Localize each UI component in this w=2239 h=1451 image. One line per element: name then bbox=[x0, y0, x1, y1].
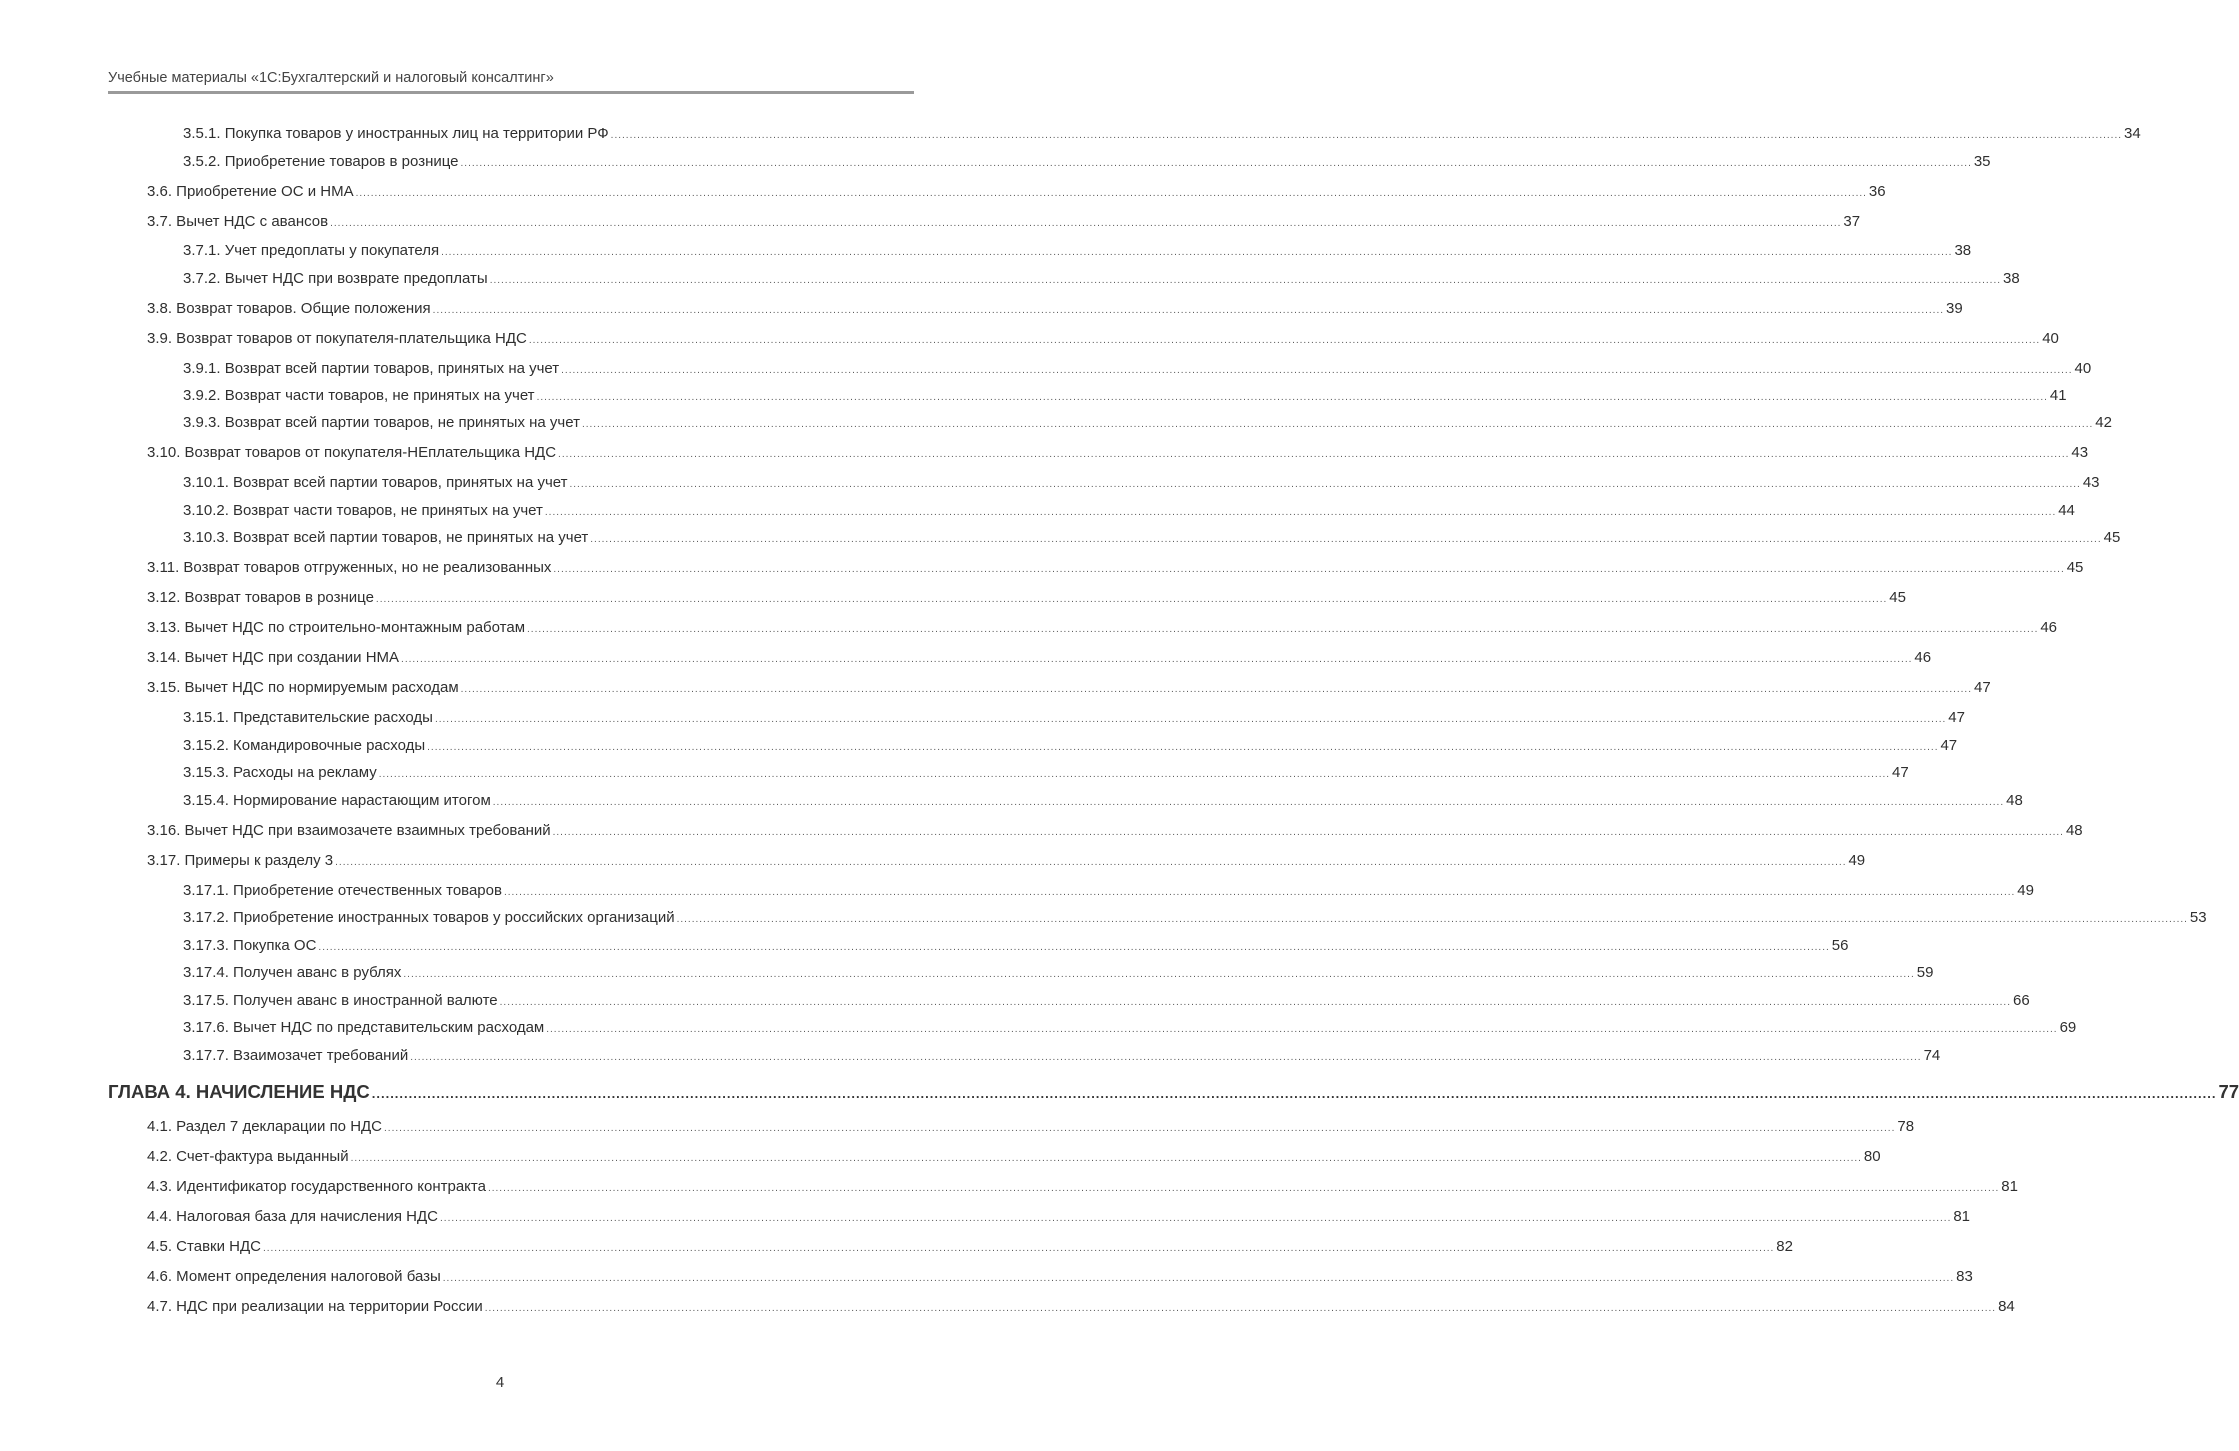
toc-entry-page: 82 bbox=[1776, 1238, 1793, 1255]
dot-leader: ................................................................................................................................................................................................................................................................................................................................................................................................................ bbox=[569, 479, 2081, 490]
toc-entry-title: 3.15.3. Расходы на рекламу bbox=[183, 764, 377, 781]
toc-entry-title: 3.10.3. Возврат всей партии товаров, не принятых на учет bbox=[183, 529, 589, 546]
toc-entry-page: 38 bbox=[1954, 242, 1972, 259]
toc-entry-page: 41 bbox=[2049, 387, 2067, 404]
dot-leader: ................................................................................................................................................................................................................................................................................................................................................................................................................ bbox=[350, 1153, 1862, 1164]
toc-entry[interactable] bbox=[183, 937, 1849, 957]
toc-entry-page: 48 bbox=[2065, 822, 2083, 839]
toc-entry[interactable] bbox=[147, 649, 1932, 669]
toc-entry-page: 38 bbox=[2003, 270, 2020, 287]
toc-entry[interactable] bbox=[183, 474, 2100, 494]
toc-entry-title: 3.10.2. Возврат части товаров, не принятых на учет bbox=[183, 502, 543, 519]
toc-entry[interactable] bbox=[147, 1118, 1915, 1138]
dot-leader: ................................................................................................................................................................................................................................................................................................................................................................................................................ bbox=[375, 594, 1888, 605]
header-divider bbox=[108, 91, 914, 94]
toc-entry-page: 81 bbox=[1953, 1208, 1971, 1225]
toc-entry-page: 46 bbox=[2040, 619, 2058, 636]
dot-leader: ................................................................................................................................................................................................................................................................................................................................................................................................................ bbox=[427, 742, 1939, 753]
toc-entry[interactable] bbox=[147, 1298, 2015, 1318]
dot-leader: ................................................................................................................................................................................................................................................................................................................................................................................................................ bbox=[552, 827, 2064, 838]
dot-leader: ................................................................................................................................................................................................................................................................................................................................................................................................................ bbox=[553, 564, 2065, 575]
page-number: 4 bbox=[495, 1374, 505, 1391]
toc-entry-title: 3.16. Вычет НДС при взаимозачете взаимных требований bbox=[147, 822, 551, 839]
toc-entry-title: 3.17.5. Получен аванс в иностранной валюте bbox=[183, 992, 498, 1009]
dot-leader: ................................................................................................................................................................................................................................................................................................................................................................................................................ bbox=[442, 1273, 1955, 1284]
dot-leader: ................................................................................................................................................................................................................................................................................................................................................................................................................ bbox=[527, 624, 2039, 635]
toc-entry-page: 84 bbox=[1998, 1298, 2015, 1315]
toc-entry-title: 3.9.1. Возврат всей партии товаров, принятых на учет bbox=[183, 360, 560, 377]
dot-leader: ................................................................................................................................................................................................................................................................................................................................................................................................................ bbox=[403, 969, 1915, 980]
dot-leader: ................................................................................................................................................................................................................................................................................................................................................................................................................ bbox=[460, 158, 1972, 169]
dot-leader: ................................................................................................................................................................................................................................................................................................................................................................................................................ bbox=[676, 914, 2188, 925]
toc-entry-title: 3.14. Вычет НДС при создании НМА bbox=[147, 649, 400, 666]
toc-entry-page: 77 bbox=[2218, 1081, 2239, 1102]
toc-entry-page: 49 bbox=[2017, 882, 2034, 899]
toc-entry-title: 3.9. Возврат товаров от покупателя-плательщика НДС bbox=[147, 330, 527, 347]
toc-entry[interactable] bbox=[147, 1268, 1973, 1288]
dot-leader: ................................................................................................................................................................................................................................................................................................................................................................................................................ bbox=[441, 247, 1953, 258]
dot-leader: ................................................................................................................................................................................................................................................................................................................................................................................................................ bbox=[503, 887, 2016, 898]
toc-entry-title: 4.4. Налоговая база для начисления НДС bbox=[147, 1208, 439, 1225]
toc-entry-title: 3.6. Приобретение ОС и НМА bbox=[147, 183, 354, 200]
toc-entry-title: 3.17.1. Приобретение отечественных товаров bbox=[183, 882, 502, 899]
dot-leader: ................................................................................................................................................................................................................................................................................................................................................................................................................ bbox=[581, 419, 2094, 430]
toc-entry[interactable] bbox=[147, 559, 2084, 579]
toc-entry-title: 3.7. Вычет НДС с авансов bbox=[147, 213, 329, 230]
dot-leader: ................................................................................................................................................................................................................................................................................................................................................................................................................ bbox=[544, 507, 2057, 518]
toc-entry[interactable] bbox=[183, 764, 1909, 784]
toc-entry[interactable] bbox=[183, 792, 2023, 812]
dot-leader: ................................................................................................................................................................................................................................................................................................................................................................................................................ bbox=[330, 218, 1842, 229]
toc-entry[interactable] bbox=[183, 270, 2020, 290]
toc-entry-page: 47 bbox=[1940, 737, 1958, 754]
toc-entry[interactable] bbox=[183, 882, 2034, 902]
dot-leader: ................................................................................................................................................................................................................................................................................................................................................................................................................ bbox=[590, 534, 2102, 545]
toc-entry-title: 3.17.6. Вычет НДС по представительским расходам bbox=[183, 1019, 545, 1036]
toc-entry[interactable] bbox=[183, 1047, 1941, 1067]
toc-entry-title: 3.7.1. Учет предоплаты у покупателя bbox=[183, 242, 440, 259]
dot-leader: ................................................................................................................................................................................................................................................................................................................................................................................................................ bbox=[487, 1183, 2000, 1194]
toc-entry-title: 4.2. Счет-фактура выданный bbox=[147, 1148, 349, 1165]
toc-entry-page: 69 bbox=[2059, 1019, 2077, 1036]
dot-leader: ................................................................................................................................................................................................................................................................................................................................................................................................................ bbox=[262, 1243, 1775, 1254]
toc-entry-page: 45 bbox=[2066, 559, 2084, 576]
toc-entry[interactable] bbox=[183, 414, 2112, 434]
toc-entry[interactable] bbox=[147, 1148, 1881, 1168]
toc-entry-title: 3.5.1. Покупка товаров у иностранных лиц на территории РФ bbox=[183, 125, 609, 142]
dot-leader: ................................................................................................................................................................................................................................................................................................................................................................................................................ bbox=[355, 188, 1867, 199]
toc-entry[interactable] bbox=[147, 330, 2059, 350]
toc-entry[interactable] bbox=[147, 822, 2083, 842]
toc-entry-page: 49 bbox=[1848, 852, 1866, 869]
toc-entry-title: 3.11. Возврат товаров отгруженных, но не реализованных bbox=[147, 559, 552, 576]
toc-entry-page: 66 bbox=[2012, 992, 2030, 1009]
toc-entry-title: 3.17. Примеры к разделу 3 bbox=[147, 852, 334, 869]
toc-entry[interactable] bbox=[183, 153, 1991, 173]
toc-entry[interactable] bbox=[183, 737, 1958, 757]
toc-entry-title: 4.3. Идентификатор государственного контракта bbox=[147, 1178, 486, 1195]
toc-entry-title: 3.15.2. Командировочные расходы bbox=[183, 737, 426, 754]
dot-leader: ................................................................................................................................................................................................................................................................................................................................................................................................................ bbox=[335, 857, 1847, 868]
toc-entry-title: 3.7.2. Вычет НДС при возврате предоплаты bbox=[183, 270, 488, 287]
toc-entry[interactable] bbox=[183, 387, 2067, 407]
toc-entry-page: 80 bbox=[1863, 1148, 1881, 1165]
dot-leader: ................................................................................................................................................................................................................................................................................................................................................................................................................ bbox=[561, 365, 2073, 376]
toc-entry-page: 35 bbox=[1973, 153, 1991, 170]
toc-entry-page: 46 bbox=[1914, 649, 1932, 666]
toc-entry[interactable] bbox=[183, 502, 2075, 522]
dot-leader: ................................................................................................................................................................................................................................................................................................................................................................................................................ bbox=[528, 335, 2041, 346]
toc-entry-title: 3.15.1. Представительские расходы bbox=[183, 709, 433, 726]
dot-leader: ................................................................................................................................................................................................................................................................................................................................................................................................................ bbox=[484, 1303, 1997, 1314]
toc-entry-title: 4.1. Раздел 7 декларации по НДС bbox=[147, 1118, 383, 1135]
toc-entry[interactable] bbox=[183, 529, 2121, 549]
toc-entry-page: 47 bbox=[1973, 679, 1991, 696]
toc-entry-page: 47 bbox=[1892, 764, 1909, 781]
toc-entry[interactable] bbox=[183, 360, 2092, 380]
toc-entry-title: 3.10. Возврат товаров от покупателя-НЕплательщика НДС bbox=[147, 444, 557, 461]
toc-entry[interactable] bbox=[147, 183, 1886, 203]
toc-entry-page: 53 bbox=[2189, 909, 2207, 926]
dot-leader: ................................................................................................................................................................................................................................................................................................................................................................................................................ bbox=[384, 1123, 1896, 1134]
toc-entry-page: 44 bbox=[2058, 502, 2075, 519]
toc-entry[interactable] bbox=[147, 619, 2058, 639]
toc-entry-page: 56 bbox=[1831, 937, 1849, 954]
toc-entry-page: 36 bbox=[1868, 183, 1886, 200]
toc-entry-title: 3.15.4. Нормирование нарастающим итогом bbox=[183, 792, 491, 809]
toc-entry[interactable] bbox=[183, 992, 2030, 1012]
dot-leader: ................................................................................................................................................................................................................................................................................................................................................................................................................ bbox=[378, 769, 1891, 780]
toc-entry[interactable] bbox=[147, 444, 2089, 464]
toc-entry[interactable] bbox=[147, 679, 1991, 699]
toc-entry-title: 3.10.1. Возврат всей партии товаров, принятых на учет bbox=[183, 474, 568, 491]
dot-leader: ................................................................................................................................................................................................................................................................................................................................................................................................................ bbox=[434, 714, 1947, 725]
toc-entry-title: 4.6. Момент определения налоговой базы bbox=[147, 1268, 441, 1285]
toc-entry[interactable] bbox=[183, 709, 1965, 729]
dot-leader: ................................................................................................................................................................................................................................................................................................................................................................................................................ bbox=[401, 654, 1913, 665]
toc-entry-title: 4.5. Ставки НДС bbox=[147, 1238, 261, 1255]
dot-leader: ................................................................................................................................................................................................................................................................................................................................................................................................................ bbox=[410, 1052, 1922, 1063]
toc-entry[interactable] bbox=[147, 1238, 1793, 1258]
toc-entry-page: 40 bbox=[2074, 360, 2092, 377]
toc-entry-page: 43 bbox=[2082, 474, 2100, 491]
toc-entry-page: 43 bbox=[2071, 444, 2089, 461]
dot-leader: ................................................................................................................................................................................................................................................................................................................................................................................................................ bbox=[610, 130, 2122, 141]
dot-leader: ................................................................................................................................................................................................................................................................................................................................................................................................................ bbox=[460, 684, 1972, 695]
toc-entry-title: 3.9.3. Возврат всей партии товаров, не принятых на учет bbox=[183, 414, 580, 431]
toc-entry-title: 3.8. Возврат товаров. Общие положения bbox=[147, 300, 431, 317]
toc-entry[interactable] bbox=[147, 1178, 2018, 1198]
toc-entry-page: 74 bbox=[1923, 1047, 1941, 1064]
dot-leader: ................................................................................................................................................................................................................................................................................................................................................................................................................ bbox=[432, 305, 1944, 316]
dot-leader: ................................................................................................................................................................................................................................................................................................................................................................................................................ bbox=[546, 1024, 2058, 1035]
dot-leader: ................................................................................................................................................................................................................................................................................................................................................................................................................ bbox=[536, 392, 2048, 403]
toc-entry-page: 78 bbox=[1897, 1118, 1915, 1135]
toc-entry-title: 3.9.2. Возврат части товаров, не принятых на учет bbox=[183, 387, 535, 404]
toc-entry[interactable] bbox=[147, 589, 1906, 609]
toc-entry-page: 39 bbox=[1946, 300, 1963, 317]
toc-entry-page: 34 bbox=[2124, 125, 2141, 142]
dot-leader: ................................................................................................................................................................................................................................................................................................................................................................................................................ bbox=[440, 1213, 1952, 1224]
toc-entry[interactable] bbox=[147, 1208, 1971, 1228]
dot-leader: ................................................................................................................................................................................................................................................................................................................................................................................................................ bbox=[558, 449, 2070, 460]
toc-entry-title: ГЛАВА 4. НАЧИСЛЕНИЕ НДС bbox=[108, 1081, 370, 1102]
toc-entry-page: 42 bbox=[2095, 414, 2112, 431]
running-header: Учебные материалы «1С:Бухгалтерский и налоговый консалтинг» bbox=[108, 70, 554, 86]
toc-entry-page: 45 bbox=[2103, 529, 2121, 546]
dot-leader: ................................................................................................................................................................................................................................................................................................................................................................................................................ bbox=[489, 275, 2002, 286]
toc-entry-page: 83 bbox=[1956, 1268, 1973, 1285]
toc-entry-title: 4.7. НДС при реализации на территории России bbox=[147, 1298, 483, 1315]
toc-entry-title: 3.5.2. Приобретение товаров в рознице bbox=[183, 153, 459, 170]
toc-entry[interactable] bbox=[147, 213, 1861, 233]
toc-entry-title: 3.17.3. Покупка ОС bbox=[183, 937, 317, 954]
toc-entry-page: 37 bbox=[1843, 213, 1861, 230]
toc-entry-title: 3.15. Вычет НДС по нормируемым расходам bbox=[147, 679, 459, 696]
toc-entry-page: 48 bbox=[2006, 792, 2023, 809]
toc-entry-page: 81 bbox=[2001, 1178, 2018, 1195]
toc-entry[interactable] bbox=[183, 242, 1972, 262]
toc-entry[interactable] bbox=[183, 909, 2207, 929]
dot-leader: ................................................................................................................................................................................................................................................................................................................................................................................................................ bbox=[371, 1086, 2217, 1101]
toc-entry[interactable] bbox=[183, 964, 1934, 984]
toc-entry[interactable] bbox=[183, 1019, 2077, 1039]
toc-entry-title: 3.12. Возврат товаров в рознице bbox=[147, 589, 374, 606]
toc-entry-title: 3.17.2. Приобретение иностранных товаров у российских организаций bbox=[183, 909, 675, 926]
toc-entry-title: 3.17.7. Взаимозачет требований bbox=[183, 1047, 409, 1064]
toc-chapter-entry[interactable] bbox=[108, 1081, 2239, 1105]
toc-entry-page: 45 bbox=[1889, 589, 1906, 606]
toc-entry-title: 3.17.4. Получен аванс в рублях bbox=[183, 964, 402, 981]
toc-entry-page: 59 bbox=[1916, 964, 1934, 981]
toc-entry-page: 40 bbox=[2042, 330, 2059, 347]
toc-entry-page: 47 bbox=[1948, 709, 1965, 726]
toc-entry[interactable] bbox=[147, 852, 1866, 872]
dot-leader: ................................................................................................................................................................................................................................................................................................................................................................................................................ bbox=[318, 942, 1830, 953]
dot-leader: ................................................................................................................................................................................................................................................................................................................................................................................................................ bbox=[499, 997, 2011, 1008]
toc-entry[interactable] bbox=[147, 300, 1963, 320]
dot-leader: ................................................................................................................................................................................................................................................................................................................................................................................................................ bbox=[492, 797, 2005, 808]
toc-entry-title: 3.13. Вычет НДС по строительно-монтажным работам bbox=[147, 619, 526, 636]
toc-entry[interactable] bbox=[183, 125, 2141, 145]
